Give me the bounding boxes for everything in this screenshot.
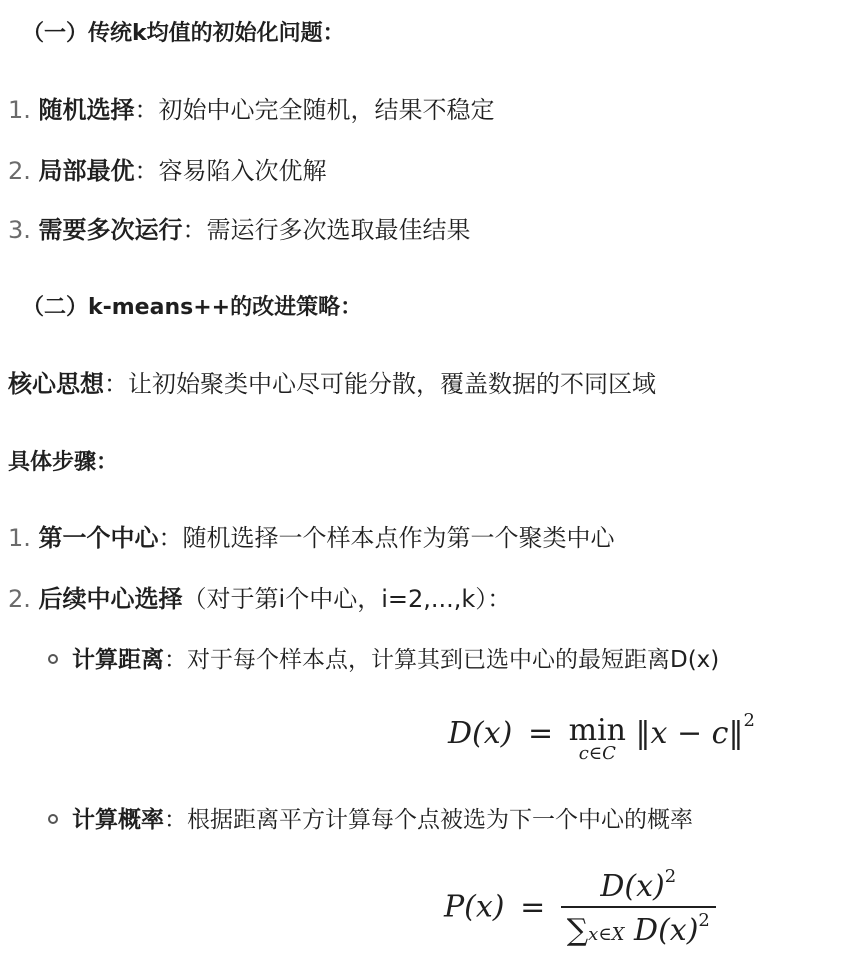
core-label: 核心思想 — [8, 370, 104, 398]
item-separator: ： — [164, 807, 187, 833]
formula-distance — [448, 710, 755, 764]
core-separator: ： — [104, 370, 128, 398]
formula-num-sup: 2 — [664, 866, 677, 887]
section-title-2: （二）k-means++的改进策略： — [22, 295, 363, 320]
formula-numerator — [561, 866, 716, 906]
list-number: 1. — [8, 524, 31, 552]
item-text: 初始中心完全随机，结果不稳定 — [158, 96, 495, 124]
formula-denominator — [561, 906, 716, 948]
item-separator: ： — [158, 524, 183, 552]
formula-min-sub: c∈C — [578, 743, 616, 764]
list-number: 2. — [8, 585, 31, 613]
item-text: （对于第i个中心，i=2,...,k）： — [182, 585, 512, 613]
formula-den-sup: 2 — [698, 910, 710, 931]
item-separator: ： — [134, 157, 159, 185]
formula-equals: = — [527, 716, 554, 751]
formula-sup: 2 — [743, 710, 755, 731]
item-text: 需运行多次选取最佳结果 — [206, 216, 471, 244]
formula-den-term: D(x) — [634, 913, 699, 948]
formula-lhs: D(x) — [448, 716, 513, 751]
list-item — [8, 518, 615, 553]
item-text: 随机选择一个样本点作为第一个聚类中心 — [182, 524, 615, 552]
core-idea — [8, 364, 656, 399]
formula-fraction — [561, 866, 716, 948]
list-number: 2. — [8, 157, 31, 185]
item-text: 对于每个样本点，计算其到已选中心的最短距离D(x) — [187, 647, 720, 673]
item-label: 后续中心选择 — [38, 585, 183, 613]
formula-norm: ‖x − c‖ — [635, 716, 744, 751]
formula-min: min — [568, 713, 626, 748]
item-separator: ： — [164, 647, 187, 673]
list-item — [8, 151, 327, 186]
item-label: 第一个中心 — [38, 524, 159, 552]
item-text: 容易陷入次优解 — [158, 157, 327, 185]
item-label: 计算概率 — [72, 807, 164, 833]
core-text: 让初始聚类中心尽可能分散，覆盖数据的不同区域 — [128, 370, 656, 398]
item-separator: ： — [182, 216, 207, 244]
formula-num-term: D(x) — [600, 869, 665, 904]
sub-list-item — [48, 641, 719, 674]
formula-sum-symbol: ∑ — [566, 913, 589, 948]
list-number: 1. — [8, 96, 31, 124]
list-item — [8, 210, 471, 245]
item-label: 需要多次运行 — [38, 216, 183, 244]
item-text: 根据距离平方计算每个点被选为下一个中心的概率 — [187, 807, 693, 833]
list-item — [8, 90, 495, 125]
sub-list-item — [48, 801, 693, 834]
item-label: 局部最优 — [38, 157, 135, 185]
formula-sum-sub: x∈X — [588, 924, 625, 945]
formula-lhs: P(x) — [444, 889, 505, 925]
circle-bullet-icon — [48, 814, 58, 824]
section-title-1: （一）传统k均值的初始化问题： — [22, 21, 345, 46]
steps-heading: 具体步骤： — [8, 450, 119, 475]
formula-equals: = — [520, 889, 546, 925]
list-item — [8, 579, 511, 614]
formula-probability — [444, 866, 716, 948]
item-separator: ： — [134, 96, 159, 124]
circle-bullet-icon — [48, 654, 58, 664]
item-label: 随机选择 — [38, 96, 135, 124]
list-number: 3. — [8, 216, 31, 244]
item-label: 计算距离 — [72, 647, 164, 673]
